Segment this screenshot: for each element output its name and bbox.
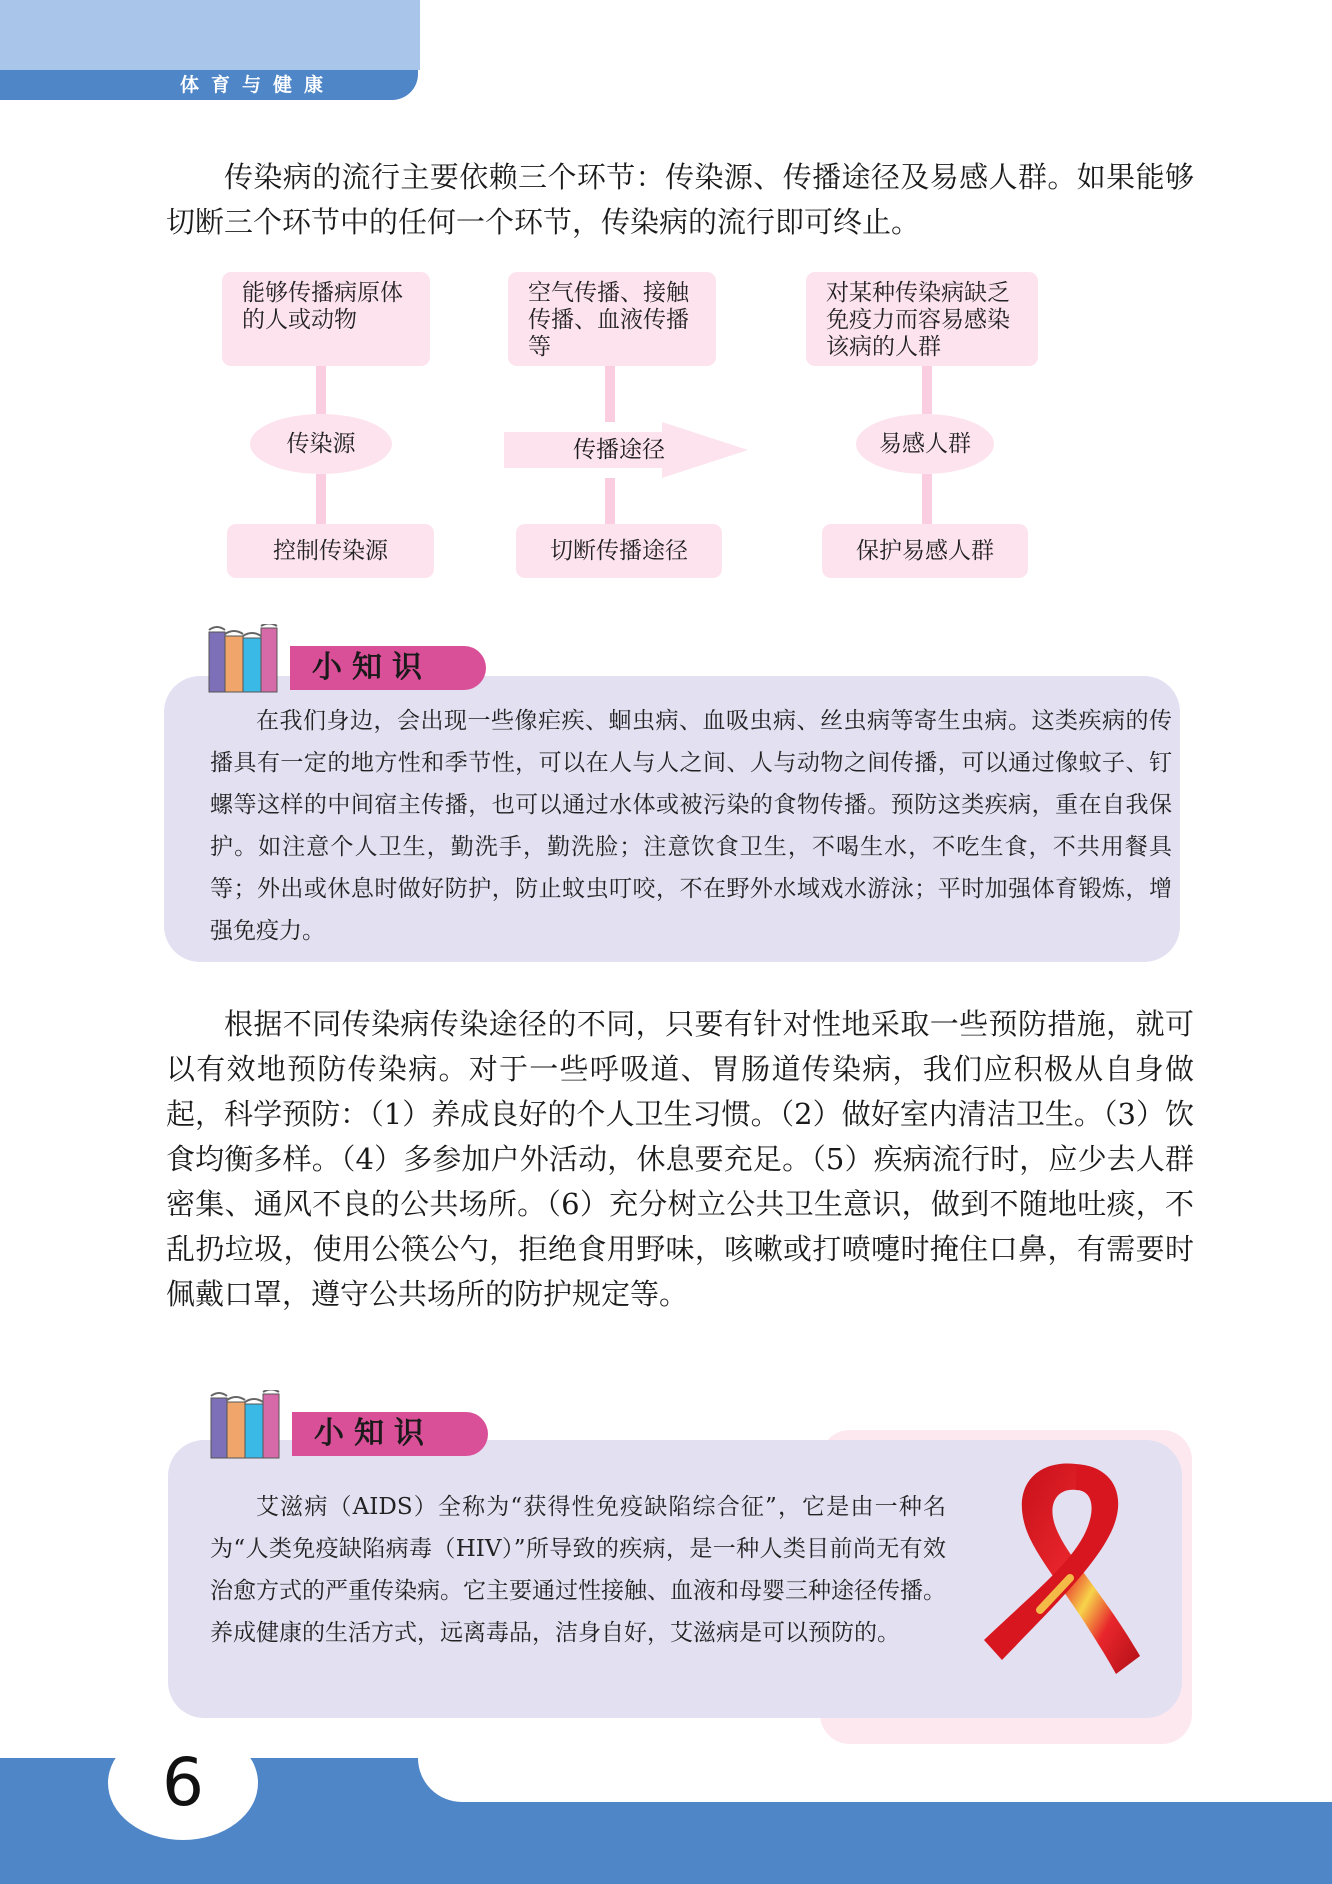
knowledge-title-aids: 小知识 [292, 1412, 488, 1456]
diagram-route-measure: 切断传播途径 [516, 524, 722, 578]
prevention-paragraph [166, 1002, 1194, 1317]
knowledge-title: 小知识 [290, 646, 486, 690]
arrow-down-icon [605, 478, 615, 524]
arrow-down-icon [922, 474, 932, 524]
page-number: 6 [108, 1726, 258, 1840]
header-title: 体育与健康 [180, 74, 336, 96]
arrow-down-icon [316, 366, 326, 414]
red-ribbon-icon [980, 1460, 1150, 1690]
diagram-susceptible-desc: 对某种传染病缺乏免疫力而容易感染该病的人群 [806, 272, 1038, 366]
footer-curve [418, 1758, 1332, 1802]
diagram-source-desc: 能够传播病原体的人或动物 [222, 272, 430, 366]
knowledge-text-aids [210, 1486, 946, 1654]
header-band [0, 0, 420, 70]
arrow-down-icon [605, 366, 615, 422]
knowledge-paragraph: 在我们身边，会出现一些像疟疾、蛔虫病、血吸虫病、丝虫病等寄生虫病。这类疾病的传播具有一定的地方性和季节性，可以在人与人之间、人与动物之间传播，可以通过像蚊子、钉螺等这样的中间宿主传播，也可以通过水体或被污染的食物传播。预防这类疾病，重在自我保护。如注意个人卫生，勤洗手，勤洗脸；注意饮食卫生，不喝生水，不吃生食，不共用餐具等；外出或休息时做好防护，防止蚊虫叮咬，不在野外水域戏水游泳；平时加强体育锻炼，增强免疫力。 [210, 708, 1172, 944]
diagram-route-desc: 空气传播、接触传播、血液传播等 [508, 272, 716, 366]
diagram-susceptible-measure: 保护易感人群 [822, 524, 1028, 578]
arrow-down-icon [922, 366, 932, 414]
books-icon [206, 624, 292, 694]
books-icon [208, 1390, 294, 1460]
arrow-down-icon [316, 474, 326, 524]
intro-text: 传染病的流行主要依赖三个环节：传染源、传播途径及易感人群。如果能够切断三个环节中的任何一个环节，传染病的流行即可终止。 [166, 160, 1194, 239]
diagram-route: 传播途径 [573, 437, 665, 463]
diagram-source: 传染源 [250, 414, 392, 474]
knowledge-paragraph-aids: 艾滋病（AIDS）全称为“获得性免疫缺陷综合征”，它是由一种名为“人类免疫缺陷病毒（HIV）”所导致的疾病，是一种人类目前尚无有效治愈方式的严重传染病。它主要通过性接触、血液和母婴三种途径传播。养成健康的生活方式，远离毒品，洁身自好，艾滋病是可以预防的。 [210, 1494, 946, 1646]
intro-paragraph [166, 155, 1194, 245]
diagram-source-measure: 控制传染源 [227, 524, 434, 578]
diagram-susceptible: 易感人群 [856, 414, 994, 474]
prevention-text: 根据不同传染病传染途径的不同，只要有针对性地采取一些预防措施，就可以有效地预防传染病。对于一些呼吸道、胃肠道传染病，我们应积极从自身做起，科学预防：（1）养成良好的个人卫生习惯。（2）做好室内清洁卫生。（3）饮食均衡多样。（4）多参加户外活动，休息要充足。（5）疾病流行时，应少去人群密集、通风不良的公共场所。（6）充分树立公共卫生意识，做到不随地吐痰，不乱扔垃圾，使用公筷公勺，拒绝食用野味，咳嗽或打喷嚏时掩住口鼻，有需要时佩戴口罩，遵守公共场所的防护规定等。 [166, 1007, 1194, 1311]
knowledge-text [210, 700, 1172, 952]
